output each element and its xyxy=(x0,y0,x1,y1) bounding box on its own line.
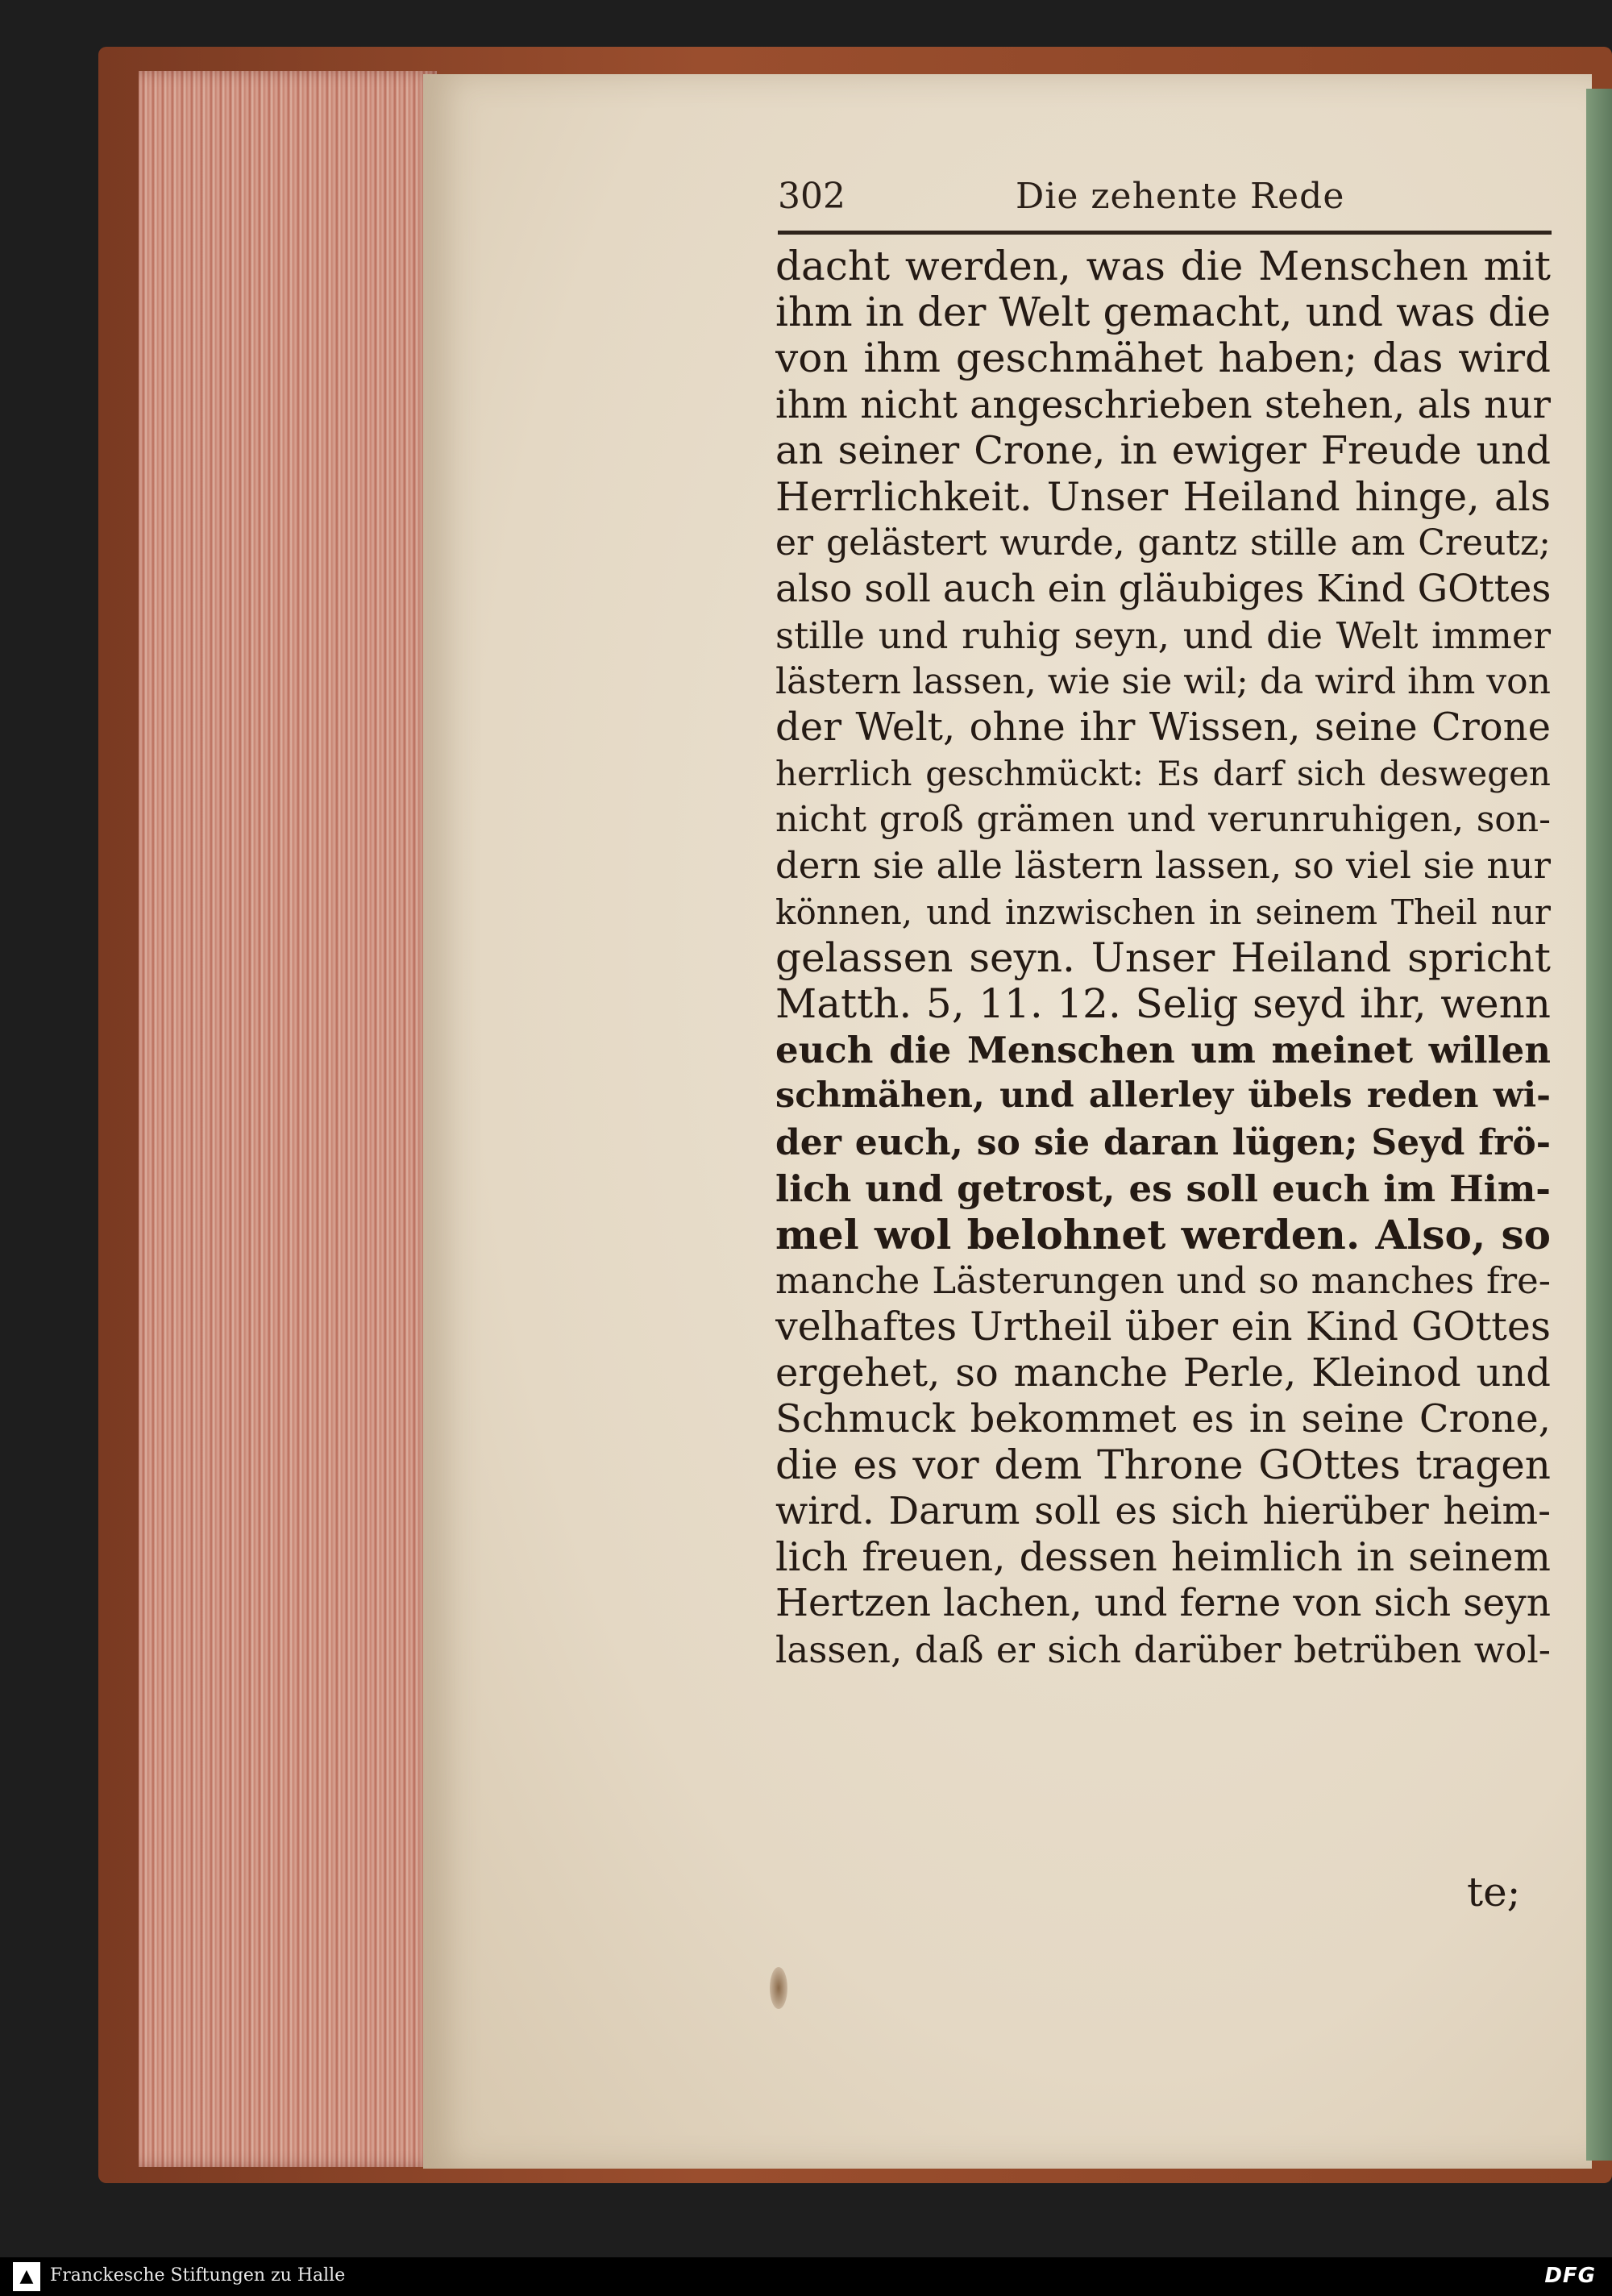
text-line: manche Lästerungen und so manches fre- xyxy=(775,1259,1551,1303)
page-header xyxy=(778,176,1552,224)
text-line: dacht werden, was die Menschen mit xyxy=(775,243,1551,289)
running-title: Die zehente Rede xyxy=(1016,176,1345,217)
dfg-logo: DFG xyxy=(1544,2264,1596,2288)
text-line: lich freuen, dessen heimlich in seinem xyxy=(775,1534,1551,1581)
text-line: ihm nicht angeschrieben stehen, als nur xyxy=(775,382,1551,427)
text-line: nicht groß grämen und verunruhigen, son- xyxy=(775,799,1551,841)
text-line: also soll auch ein gläubiges Kind GOttes xyxy=(775,567,1551,612)
text-line: wird. Darum soll es sich hierüber heim- xyxy=(775,1489,1551,1534)
institution-logo-icon: ▲ xyxy=(13,2262,40,2291)
text-line: Hertzen lachen, und ferne von sich seyn xyxy=(775,1581,1551,1626)
text-line: dern sie alle lästern lassen, so viel sie nur xyxy=(775,844,1551,888)
text-line: gelassen seyn. Unser Heiland spricht xyxy=(775,934,1551,981)
text-line: euch die Menschen um meinet willen xyxy=(775,1029,1551,1072)
text-line: velhaftes Urtheil über ein Kind GOttes xyxy=(775,1304,1551,1350)
page-number: 302 xyxy=(778,176,845,217)
text-line: Matth. 5, 11. 12. Selig seyd ihr, wenn xyxy=(775,981,1551,1027)
text-line: Herrlichkeit. Unser Heiland hinge, als xyxy=(775,473,1551,520)
text-line: ihm in der Welt gemacht, und was die xyxy=(775,289,1551,336)
text-line: die es vor dem Throne GOttes tragen xyxy=(775,1441,1551,1488)
text-line: lich und getrost, es soll euch im Him- xyxy=(775,1167,1551,1210)
institution-name: Franckesche Stiftungen zu Halle xyxy=(50,2265,346,2286)
text-line: mel wol belohnet werden. Also, so xyxy=(775,1211,1551,1258)
header-rule xyxy=(778,231,1552,235)
text-line: schmähen, und allerley übels reden wi- xyxy=(775,1075,1551,1117)
text-line: von ihm geschmähet haben; das wird xyxy=(775,335,1551,382)
next-page-edge xyxy=(1586,89,1612,2161)
text-line: der Welt, ohne ihr Wissen, seine Crone xyxy=(775,704,1551,750)
text-line: herrlich geschmückt: Es darf sich deswegen xyxy=(775,754,1551,794)
text-line: stille und ruhig seyn, und die Welt immer xyxy=(775,614,1551,657)
text-line: an seiner Crone, in ewiger Freude und xyxy=(775,427,1551,473)
catchword: te; xyxy=(1467,1869,1521,1915)
text-line: Schmuck bekommet es in seine Crone, xyxy=(775,1395,1551,1441)
viewer-footer xyxy=(0,2257,1612,2296)
text-line: lästern lassen, wie sie wil; da wird ihm von xyxy=(775,660,1551,702)
text-line: der euch, so sie daran lügen; Seyd frö- xyxy=(775,1121,1551,1163)
body-text xyxy=(775,243,1551,1673)
text-line: ergehet, so manche Perle, Kleinod und xyxy=(775,1350,1551,1395)
ink-stain xyxy=(770,1967,787,2009)
page-edges xyxy=(139,71,437,2167)
text-line: er gelästert wurde, gantz stille am Creutz; xyxy=(775,522,1551,564)
text-line: können, und inzwischen in seinem Theil nur xyxy=(775,892,1551,932)
text-line: lassen, daß er sich darüber betrüben wol- xyxy=(775,1628,1551,1671)
